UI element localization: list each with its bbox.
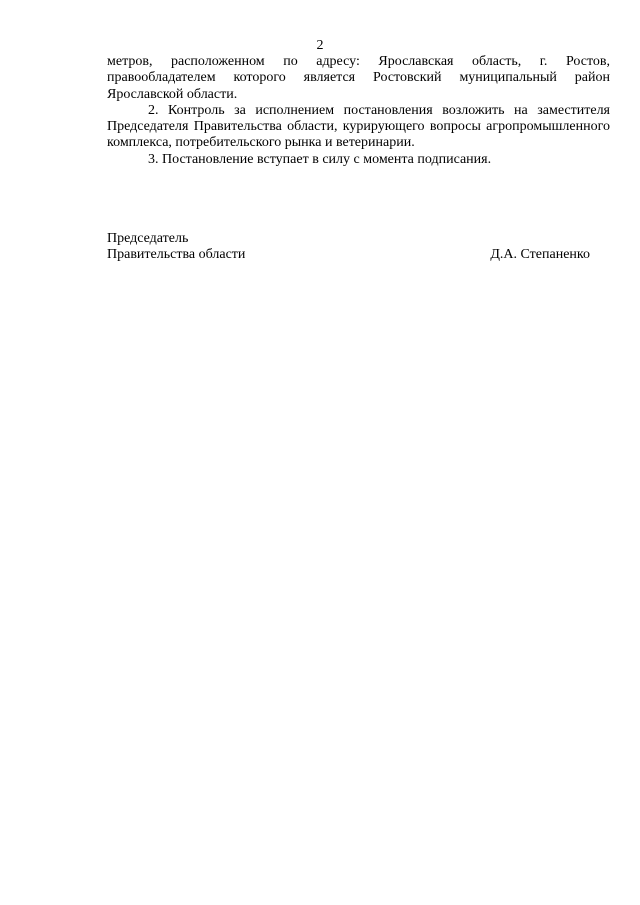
page-number: 2 bbox=[316, 38, 324, 53]
paragraph-item-2: 2. Контроль за исполнением постановления возложить на заместителя Председателя Правительства области, курирующего вопросы агропромышленного комплекса, потребительского рынка и ветеринарии. bbox=[107, 102, 610, 151]
paragraph-continuation: метров, расположенном по адресу: Ярославская область, г. Ростов, правообладателем которого является Ростовский муниципальный район Ярославской области. bbox=[107, 54, 610, 102]
signatory-name: Д.А. Степаненко bbox=[490, 247, 590, 263]
document-body bbox=[107, 54, 610, 168]
signatory-position-line1: Председатель bbox=[107, 231, 189, 246]
signatory-position-line2: Правительства области bbox=[107, 247, 246, 263]
signature-row bbox=[107, 247, 590, 263]
paragraph-item-3: 3. Постановление вступает в силу с момента подписания. bbox=[148, 151, 492, 167]
signature-block bbox=[107, 231, 590, 264]
